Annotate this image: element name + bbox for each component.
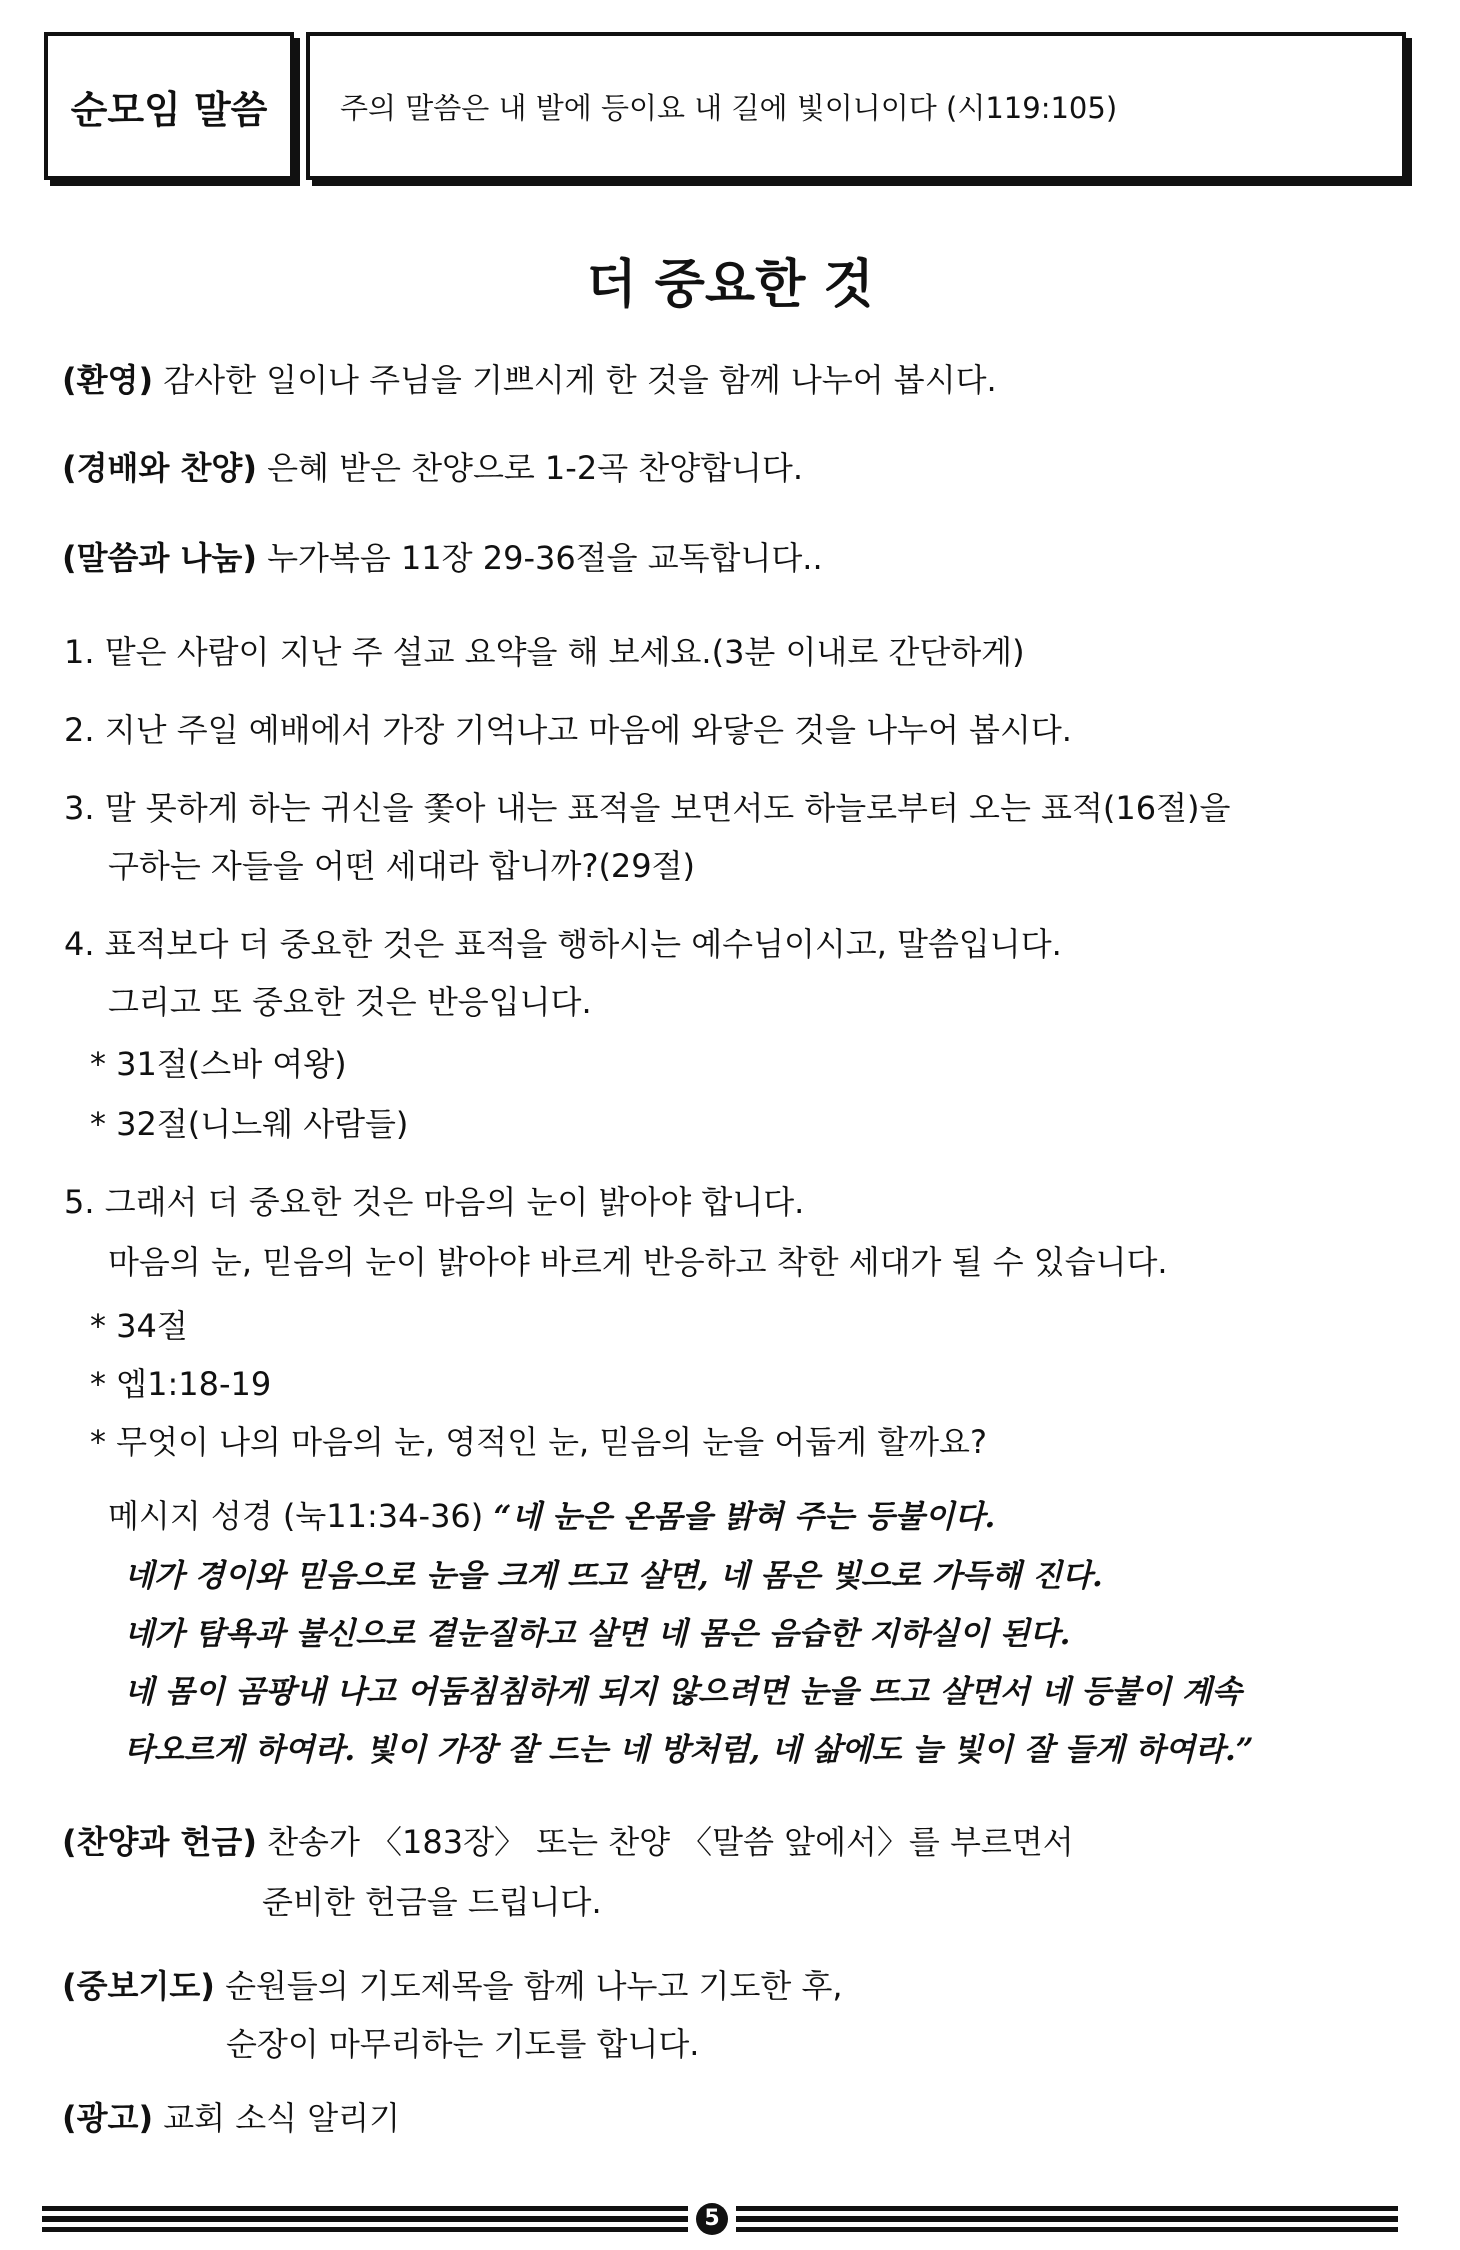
question-1: 1. 맡은 사람이 지난 주 설교 요약을 해 보세요.(3분 이내로 간단하게) (64, 633, 1025, 671)
announcement-tag: (광고) (62, 2099, 154, 2137)
question-5-note-2: * 엡1:18-19 (90, 1365, 272, 1403)
intercession-tag: (중보기도) (62, 1967, 215, 2005)
worship-line (62, 448, 803, 488)
message-quote-line-4: 네 몸이 곰팡내 나고 어둠침침하게 되지 않으려면 눈을 뜨고 살면서 네 등불이 계속 (124, 1674, 1242, 1710)
intercession-line (62, 1966, 843, 2006)
page-number-badge: 5 (696, 2203, 728, 2235)
message-quote-line-2: 네가 경이와 믿음으로 눈을 크게 뜨고 살면, 네 몸은 빛으로 가득해 진다. (124, 1558, 1103, 1594)
question-4-note-2: * 32절(니느웨 사람들) (90, 1105, 409, 1143)
page-title: 더 중요한 것 (586, 255, 874, 315)
question-4-note-1: * 31절(스바 여왕) (90, 1045, 347, 1083)
offering-text: 찬송가 〈183장〉 또는 찬양 〈말씀 앞에서〉를 부르면서 (256, 1823, 1074, 1861)
section-label: 순모임 말씀 (70, 87, 268, 132)
question-5-line-2: 마음의 눈, 믿음의 눈이 밝아야 바르게 반응하고 착한 세대가 될 수 있습니다. (108, 1243, 1168, 1281)
offering-tag: (찬양과 헌금) (62, 1823, 257, 1861)
question-5-note-3: * 무엇이 나의 마음의 눈, 영적인 눈, 믿음의 눈을 어둡게 할까요? (90, 1423, 987, 1461)
worship-tag: (경배와 찬양) (62, 449, 257, 487)
footer-rule-right (736, 2206, 1398, 2232)
welcome-tag: (환영) (62, 361, 154, 399)
announcement-text: 교회 소식 알리기 (153, 2099, 400, 2137)
section-label-box (44, 32, 294, 180)
intercession-line-2: 순장이 마무리하는 기도를 합니다. (226, 2025, 700, 2063)
theme-verse-box (306, 32, 1406, 180)
theme-verse: 주의 말씀은 내 발에 등이요 내 길에 빛이니이다 (시119:105) (340, 90, 1118, 125)
message-quote-start: “네 눈은 온몸을 밝혀 주는 등불이다. (493, 1499, 996, 1535)
welcome-line (62, 360, 997, 400)
message-quote-line-5: 타오르게 하여라. 빛이 가장 잘 드는 네 방처럼, 네 삶에도 늘 빛이 잘 들게 하여라.” (124, 1732, 1254, 1768)
footer-rule-left (42, 2206, 688, 2232)
question-3-line-2: 구하는 자들을 어떤 세대라 합니까?(29절) (108, 847, 696, 885)
intercession-text: 순원들의 기도제목을 함께 나누고 기도한 후, (214, 1967, 843, 2005)
word-line (62, 538, 823, 578)
question-4-line-2: 그리고 또 중요한 것은 반응입니다. (108, 983, 592, 1021)
word-text: 누가복음 11장 29-36절을 교독합니다.. (256, 539, 823, 577)
message-quote-line-3: 네가 탐욕과 불신으로 곁눈질하고 살면 네 몸은 음습한 지하실이 된다. (124, 1616, 1071, 1652)
message-quote-line-1 (108, 1496, 995, 1537)
offering-line-2: 준비한 헌금을 드립니다. (262, 1883, 602, 1921)
question-4-line-1: 4. 표적보다 더 중요한 것은 표적을 행하시는 예수님이시고, 말씀입니다. (64, 925, 1062, 963)
question-5-line-1: 5. 그래서 더 중요한 것은 마음의 눈이 밝아야 합니다. (64, 1183, 805, 1221)
message-intro: 메시지 성경 (눅11:34-36) (108, 1497, 494, 1535)
announcement-line (62, 2098, 400, 2138)
worship-text: 은혜 받은 찬양으로 1-2곡 찬양합니다. (256, 449, 804, 487)
question-2: 2. 지난 주일 예배에서 가장 기억나고 마음에 와닿은 것을 나누어 봅시다. (64, 711, 1072, 749)
word-tag: (말씀과 나눔) (62, 539, 257, 577)
welcome-text: 감사한 일이나 주님을 기쁘시게 한 것을 함께 나누어 봅시다. (153, 361, 997, 399)
offering-line (62, 1822, 1074, 1862)
question-3-line-1: 3. 말 못하게 하는 귀신을 쫓아 내는 표적을 보면서도 하늘로부터 오는 표적(16절)을 (64, 789, 1231, 827)
question-5-note-1: * 34절 (90, 1307, 188, 1345)
